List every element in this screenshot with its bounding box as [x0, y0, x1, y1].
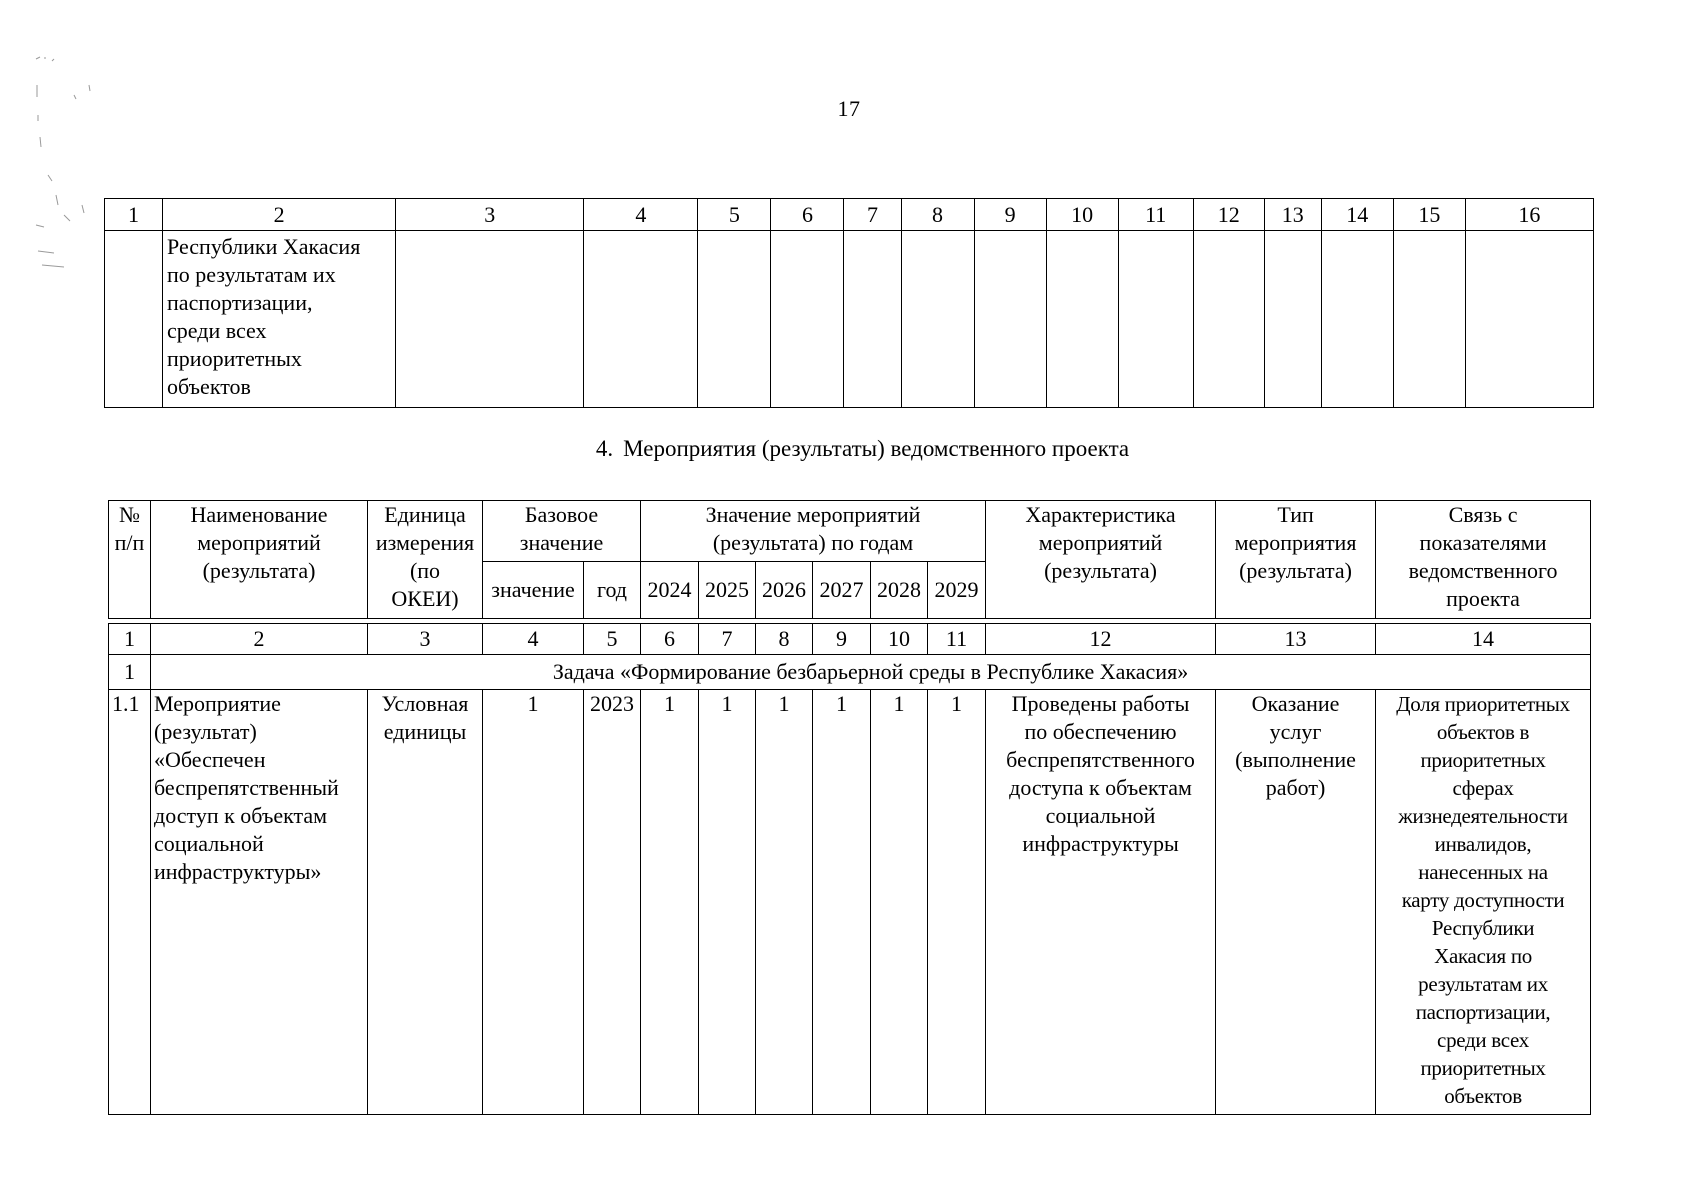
header-line: Связь с — [1448, 502, 1518, 527]
base-year-cell: 2023 — [584, 690, 641, 1115]
row-number: 1.1 — [109, 690, 151, 1115]
table-cell — [698, 231, 771, 408]
header-year: 2026 — [756, 562, 813, 619]
header-line: Наименование — [190, 502, 328, 527]
section-title: Мероприятия (результаты) ведомственного проекта — [623, 436, 1130, 461]
year-value-cell: 1 — [641, 690, 699, 1115]
header-row — [109, 501, 1591, 562]
header-base-value: значение — [483, 562, 584, 619]
table-cell — [1393, 231, 1465, 408]
text-line: беспрепятственный — [154, 775, 339, 800]
column-number: 2 — [151, 624, 368, 655]
text-line: инфраструктуры — [1022, 831, 1179, 856]
table-cell — [771, 231, 844, 408]
activities-table — [108, 500, 1591, 1115]
text-line: приоритетных — [1420, 748, 1546, 772]
column-number: 9 — [974, 199, 1046, 231]
text-line: «Обеспечен — [154, 747, 266, 772]
table-cell — [1264, 231, 1321, 408]
header-link — [1376, 501, 1591, 619]
header-type — [1216, 501, 1376, 619]
header-year: 2025 — [699, 562, 756, 619]
column-number: 12 — [986, 624, 1216, 655]
table-cell — [1193, 231, 1264, 408]
header-line: п/п — [114, 530, 145, 555]
column-number: 4 — [584, 199, 698, 231]
text-line: объектов в — [1436, 720, 1530, 744]
header-values-by-year — [641, 501, 986, 562]
header-line: Единица — [384, 502, 466, 527]
year-value-cell: 1 — [871, 690, 928, 1115]
text-line: жизнедеятельности — [1398, 804, 1568, 828]
column-number: 15 — [1393, 199, 1465, 231]
header-line: мероприятий — [1038, 530, 1163, 555]
header-characteristic — [986, 501, 1216, 619]
text-line: объектов — [1444, 1084, 1522, 1108]
table-row — [105, 231, 1594, 408]
text-line: (выполнение — [1235, 747, 1356, 772]
column-number-row — [109, 624, 1591, 655]
column-number: 11 — [928, 624, 986, 655]
table-cell — [163, 231, 396, 408]
header-unit — [368, 501, 483, 619]
section-number: 4. — [595, 436, 614, 461]
column-number: 6 — [641, 624, 699, 655]
continuation-text-line: Республики Хакасия — [167, 234, 361, 259]
column-number: 5 — [584, 624, 641, 655]
header-year: 2027 — [813, 562, 871, 619]
text-line: нанесенных на — [1418, 860, 1548, 884]
table-cell — [396, 231, 584, 408]
text-line: доступа к объектам — [1009, 775, 1192, 800]
text-line: услуг — [1269, 719, 1322, 744]
link-cell — [1376, 690, 1591, 1115]
task-number: 1 — [109, 655, 151, 690]
scan-artifact-marks — [34, 55, 114, 275]
table-row — [109, 690, 1591, 1115]
text-line: среди всех — [1437, 1028, 1529, 1052]
column-number: 7 — [844, 199, 901, 231]
text-line: Мероприятие — [154, 691, 281, 716]
table-cell — [974, 231, 1046, 408]
year-value-cell: 1 — [756, 690, 813, 1115]
column-number: 3 — [368, 624, 483, 655]
column-number: 5 — [698, 199, 771, 231]
text-line: единицы — [383, 719, 467, 744]
header-num — [109, 501, 151, 619]
header-line: Тип — [1277, 502, 1314, 527]
header-line: проекта — [1446, 586, 1520, 611]
task-row — [109, 655, 1591, 690]
text-line: инфраструктуры» — [154, 859, 322, 884]
table-cell — [1321, 231, 1393, 408]
characteristic-cell — [986, 690, 1216, 1115]
header-base — [483, 501, 641, 562]
header-line: ведомственного — [1408, 558, 1558, 583]
header-base-year: год — [584, 562, 641, 619]
table-cell — [584, 231, 698, 408]
continuation-text-line: паспортизации, — [167, 290, 313, 315]
text-line: карту доступности — [1401, 888, 1565, 912]
header-line: (результата) — [1239, 558, 1352, 583]
text-line: паспортизации, — [1415, 1000, 1551, 1024]
column-number: 10 — [1046, 199, 1118, 231]
header-line: показателями — [1419, 530, 1547, 555]
year-value-cell: 1 — [699, 690, 756, 1115]
text-line: результатам их — [1418, 972, 1548, 996]
indicators-table-continuation — [104, 198, 1594, 408]
header-line: мероприятий — [197, 530, 321, 555]
header-line: Базовое — [524, 502, 599, 527]
text-line: (результат) — [154, 719, 257, 744]
header-line: мероприятия — [1234, 530, 1357, 555]
text-line: Оказание — [1251, 691, 1340, 716]
type-cell — [1216, 690, 1376, 1115]
header-line: значение — [519, 530, 604, 555]
text-line: приоритетных — [1420, 1056, 1546, 1080]
table-cell — [844, 231, 901, 408]
column-number: 8 — [901, 199, 974, 231]
base-value-cell: 1 — [483, 690, 584, 1115]
text-line: Хакасия по — [1434, 944, 1532, 968]
header-year: 2024 — [641, 562, 699, 619]
table-cell — [901, 231, 974, 408]
header-line: измерения — [375, 530, 475, 555]
column-number: 3 — [396, 199, 584, 231]
header-name — [151, 501, 368, 619]
text-line: Условная — [381, 691, 469, 716]
text-line: по обеспечению — [1024, 719, 1177, 744]
continuation-text-line: объектов — [167, 374, 251, 399]
text-line: беспрепятственного — [1006, 747, 1195, 772]
column-number: 7 — [699, 624, 756, 655]
column-number: 12 — [1193, 199, 1264, 231]
header-line: Значение мероприятий — [705, 502, 921, 527]
header-year: 2028 — [871, 562, 928, 619]
year-value-cell: 1 — [813, 690, 871, 1115]
header-line: (результата) по годам — [712, 530, 914, 555]
column-number: 14 — [1376, 624, 1591, 655]
column-number: 13 — [1264, 199, 1321, 231]
table-cell — [1118, 231, 1193, 408]
task-title: Задача «Формирование безбарьерной среды в Республике Хакасия» — [151, 655, 1591, 690]
column-number: 1 — [105, 199, 163, 231]
text-line: инвалидов, — [1434, 832, 1532, 856]
text-line: Проведены работы — [1011, 691, 1190, 716]
header-line: (результата) — [202, 558, 316, 583]
header-line: Характеристика — [1025, 502, 1176, 527]
text-line: работ) — [1265, 775, 1326, 800]
column-number: 1 — [109, 624, 151, 655]
year-value-cell: 1 — [928, 690, 986, 1115]
header-line: № — [119, 502, 140, 527]
text-line: Доля приоритетных — [1396, 692, 1570, 716]
column-number: 9 — [813, 624, 871, 655]
column-number: 13 — [1216, 624, 1376, 655]
table-cell — [1046, 231, 1118, 408]
text-line: социальной — [154, 831, 264, 856]
text-line: социальной — [1045, 803, 1156, 828]
column-number: 4 — [483, 624, 584, 655]
text-line: доступ к объектам — [154, 803, 328, 828]
column-number: 11 — [1118, 199, 1193, 231]
column-number: 16 — [1465, 199, 1593, 231]
header-line: (результата) — [1044, 558, 1157, 583]
header-year: 2029 — [928, 562, 986, 619]
continuation-text-line: среди всех — [167, 318, 267, 343]
column-number: 8 — [756, 624, 813, 655]
section-heading — [0, 436, 1698, 462]
text-line: сферах — [1452, 776, 1514, 800]
table-cell — [105, 231, 163, 408]
page-number: 17 — [837, 96, 861, 121]
column-number: 2 — [163, 199, 396, 231]
column-number: 6 — [771, 199, 844, 231]
unit-cell — [368, 690, 483, 1115]
column-number: 14 — [1321, 199, 1393, 231]
header-line: (по — [409, 558, 441, 583]
text-line: Республики — [1431, 916, 1535, 940]
continuation-text-line: по результатам их — [167, 262, 336, 287]
column-number-row — [105, 199, 1594, 231]
header-line: ОКЕИ) — [391, 586, 459, 611]
continuation-text-line: приоритетных — [167, 346, 302, 371]
activity-name — [151, 690, 368, 1115]
table-cell — [1465, 231, 1593, 408]
column-number: 10 — [871, 624, 928, 655]
